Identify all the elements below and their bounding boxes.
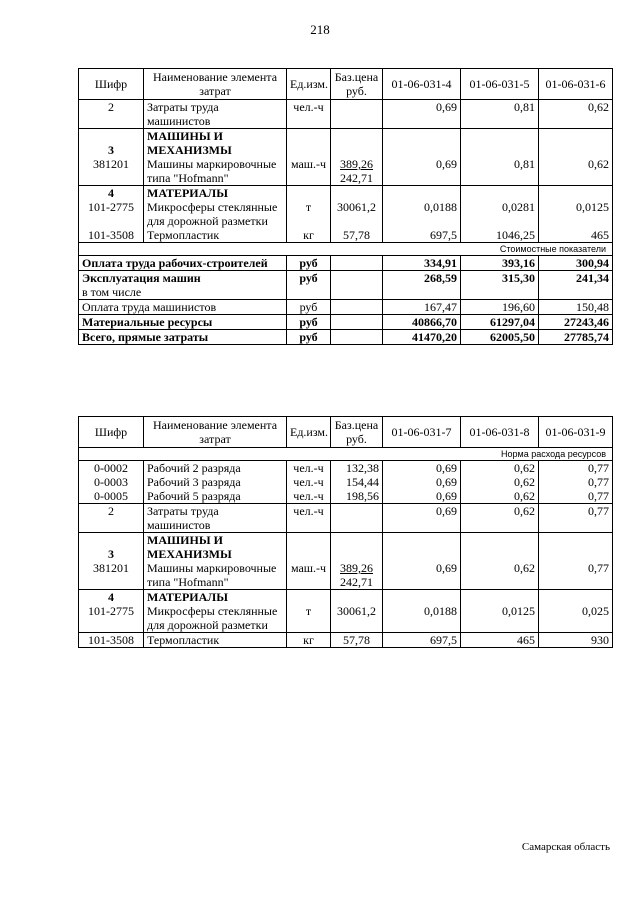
cost-unit: руб <box>287 256 331 271</box>
header-col: 01-06-031-5 <box>461 69 539 100</box>
table-row <box>79 633 613 648</box>
row-value: 0,62 <box>539 157 613 186</box>
section-title: МАТЕРИАЛЫ <box>144 590 287 605</box>
cost-subnote: в том числе <box>82 285 142 299</box>
row-value: 0,62 <box>461 561 539 590</box>
row-value: 0,81 <box>461 157 539 186</box>
row-value: 0,81 <box>461 100 539 129</box>
cost-name: Всего, прямые затраты <box>79 330 287 345</box>
row-price: 389,26 242,71 <box>331 561 383 590</box>
section-row <box>79 186 613 201</box>
row-value: 0,62 <box>461 504 539 533</box>
header-col: 01-06-031-6 <box>539 69 613 100</box>
cost-unit: руб <box>287 315 331 330</box>
row-value: 0,0125 <box>461 604 539 633</box>
header-code: Шифр <box>79 69 144 100</box>
row-unit: т <box>287 200 331 228</box>
cost-row <box>79 300 613 315</box>
row-code: 101-3508 <box>79 633 144 648</box>
row-price: 57,78 <box>331 633 383 648</box>
header-name: Наименование элемента затрат <box>144 69 287 100</box>
region-footer: Самарская область <box>521 841 610 853</box>
cost-value: 167,47 <box>383 300 461 315</box>
header-col: 01-06-031-4 <box>383 69 461 100</box>
cost-value: 27785,74 <box>539 330 613 345</box>
cost-note: Стоимостные показатели <box>79 243 613 256</box>
norm-note-row <box>79 448 613 461</box>
row-unit: кг <box>287 228 331 243</box>
cost-unit: руб <box>287 300 331 315</box>
table-row <box>79 504 613 533</box>
row-value: 0,69 <box>383 561 461 590</box>
row-value: 0,77 <box>539 504 613 533</box>
row-code: 0-0005 <box>79 489 144 504</box>
cost-value: 334,91 <box>383 256 461 271</box>
row-value: 0,77 <box>539 489 613 504</box>
table-row <box>79 475 613 489</box>
cost-row <box>79 315 613 330</box>
header-price: Баз.цена руб. <box>331 69 383 100</box>
row-value: 697,5 <box>383 228 461 243</box>
cost-value: 300,94 <box>539 256 613 271</box>
table-row <box>79 100 613 129</box>
cost-unit: руб <box>287 271 331 300</box>
row-code: 381201 <box>79 157 144 186</box>
row-value: 930 <box>539 633 613 648</box>
row-unit: маш.-ч <box>287 157 331 186</box>
row-value: 0,69 <box>383 489 461 504</box>
section-row <box>79 129 613 158</box>
header-price: Баз.цена руб. <box>331 417 383 448</box>
row-unit: кг <box>287 633 331 648</box>
row-code: 2 <box>79 504 144 533</box>
row-code: 381201 <box>79 561 144 590</box>
row-name: Рабочий 5 разряда <box>144 489 287 504</box>
row-unit: чел.-ч <box>287 100 331 129</box>
row-code: 2 <box>79 100 144 129</box>
row-value: 0,62 <box>539 100 613 129</box>
row-code: 0-0002 <box>79 461 144 476</box>
table-row <box>79 200 613 228</box>
row-unit: чел.-ч <box>287 489 331 504</box>
row-unit: маш.-ч <box>287 561 331 590</box>
cost-value: 61297,04 <box>461 315 539 330</box>
norm-note: Норма расхода ресурсов <box>79 448 613 461</box>
row-name: Микросферы стеклянные для дорожной разметки <box>144 604 287 633</box>
row-value: 0,62 <box>461 489 539 504</box>
section-row <box>79 533 613 562</box>
row-value: 0,77 <box>539 475 613 489</box>
row-name: Рабочий 3 разряда <box>144 475 287 489</box>
row-name: Затраты труда машинистов <box>144 504 287 533</box>
row-value: 0,69 <box>383 504 461 533</box>
header-col: 01-06-031-7 <box>383 417 461 448</box>
row-value: 0,69 <box>383 461 461 476</box>
header-code: Шифр <box>79 417 144 448</box>
table-row <box>79 461 613 476</box>
section-code: 4 <box>79 590 144 605</box>
section-code: 3 <box>79 129 144 158</box>
row-value: 0,0281 <box>461 200 539 228</box>
cost-note-row <box>79 243 613 256</box>
cost-value: 27243,46 <box>539 315 613 330</box>
header-unit: Ед.изм. <box>287 69 331 100</box>
page-number: 218 <box>310 22 330 37</box>
cost-unit: руб <box>287 330 331 345</box>
row-value: 0,025 <box>539 604 613 633</box>
row-price <box>331 100 383 129</box>
section-row <box>79 590 613 605</box>
row-price <box>331 504 383 533</box>
row-name: Термопластик <box>144 228 287 243</box>
row-unit: т <box>287 604 331 633</box>
cost-value: 393,16 <box>461 256 539 271</box>
row-value: 0,0188 <box>383 604 461 633</box>
row-price: 30061,2 <box>331 604 383 633</box>
row-price: 154,44 <box>331 475 383 489</box>
row-value: 697,5 <box>383 633 461 648</box>
section-title: МАШИНЫ И МЕХАНИЗМЫ <box>144 533 287 562</box>
table-row <box>79 561 613 590</box>
resource-table-1 <box>78 68 613 345</box>
row-code: 101-2775 <box>79 200 144 228</box>
cost-row <box>79 330 613 345</box>
row-value: 0,69 <box>383 100 461 129</box>
table-row <box>79 604 613 633</box>
row-value: 465 <box>461 633 539 648</box>
row-value: 0,62 <box>461 461 539 476</box>
row-code: 0-0003 <box>79 475 144 489</box>
row-name: Машины маркировочные типа "Hofmann" <box>144 561 287 590</box>
row-code: 101-2775 <box>79 604 144 633</box>
section-code: 4 <box>79 186 144 201</box>
row-unit: чел.-ч <box>287 504 331 533</box>
header-unit: Ед.изм. <box>287 417 331 448</box>
cost-name: Материальные ресурсы <box>79 315 287 330</box>
resource-table-2 <box>78 416 613 648</box>
cost-value: 196,60 <box>461 300 539 315</box>
cost-name: Эксплуатация машин в том числе <box>79 271 287 300</box>
row-value: 0,0125 <box>539 200 613 228</box>
row-name: Микросферы стеклянные для дорожной разметки <box>144 200 287 228</box>
row-price: 57,78 <box>331 228 383 243</box>
cost-value: 315,30 <box>461 271 539 300</box>
section-code: 3 <box>79 533 144 562</box>
row-price: 389,26 242,71 <box>331 157 383 186</box>
row-value: 0,77 <box>539 461 613 476</box>
header-col: 01-06-031-9 <box>539 417 613 448</box>
cost-value: 41470,20 <box>383 330 461 345</box>
row-name: Термопластик <box>144 633 287 648</box>
row-value: 0,69 <box>383 157 461 186</box>
cost-value: 268,59 <box>383 271 461 300</box>
table-header <box>79 69 613 100</box>
row-value: 0,77 <box>539 561 613 590</box>
table-row <box>79 157 613 186</box>
section-title: МАТЕРИАЛЫ <box>144 186 287 201</box>
row-price: 30061,2 <box>331 200 383 228</box>
cost-value: 62005,50 <box>461 330 539 345</box>
row-value: 0,62 <box>461 475 539 489</box>
row-unit: чел.-ч <box>287 475 331 489</box>
row-name: Затраты труда машинистов <box>144 100 287 129</box>
cost-name: Оплата труда машинистов <box>79 300 287 315</box>
header-col: 01-06-031-8 <box>461 417 539 448</box>
row-value: 465 <box>539 228 613 243</box>
row-price: 198,56 <box>331 489 383 504</box>
table-row <box>79 489 613 504</box>
table-header <box>79 417 613 448</box>
row-value: 0,0188 <box>383 200 461 228</box>
table-row <box>79 228 613 243</box>
row-code: 101-3508 <box>79 228 144 243</box>
row-value: 0,69 <box>383 475 461 489</box>
cost-row <box>79 256 613 271</box>
row-unit: чел.-ч <box>287 461 331 476</box>
cost-name: Оплата труда рабочих-строителей <box>79 256 287 271</box>
row-price: 132,38 <box>331 461 383 476</box>
row-name: Рабочий 2 разряда <box>144 461 287 476</box>
section-title: МАШИНЫ И МЕХАНИЗМЫ <box>144 129 287 158</box>
row-value: 1046,25 <box>461 228 539 243</box>
header-name: Наименование элемента затрат <box>144 417 287 448</box>
row-name: Машины маркировочные типа "Hofmann" <box>144 157 287 186</box>
cost-value: 241,34 <box>539 271 613 300</box>
cost-row <box>79 271 613 300</box>
cost-value: 150,48 <box>539 300 613 315</box>
cost-value: 40866,70 <box>383 315 461 330</box>
